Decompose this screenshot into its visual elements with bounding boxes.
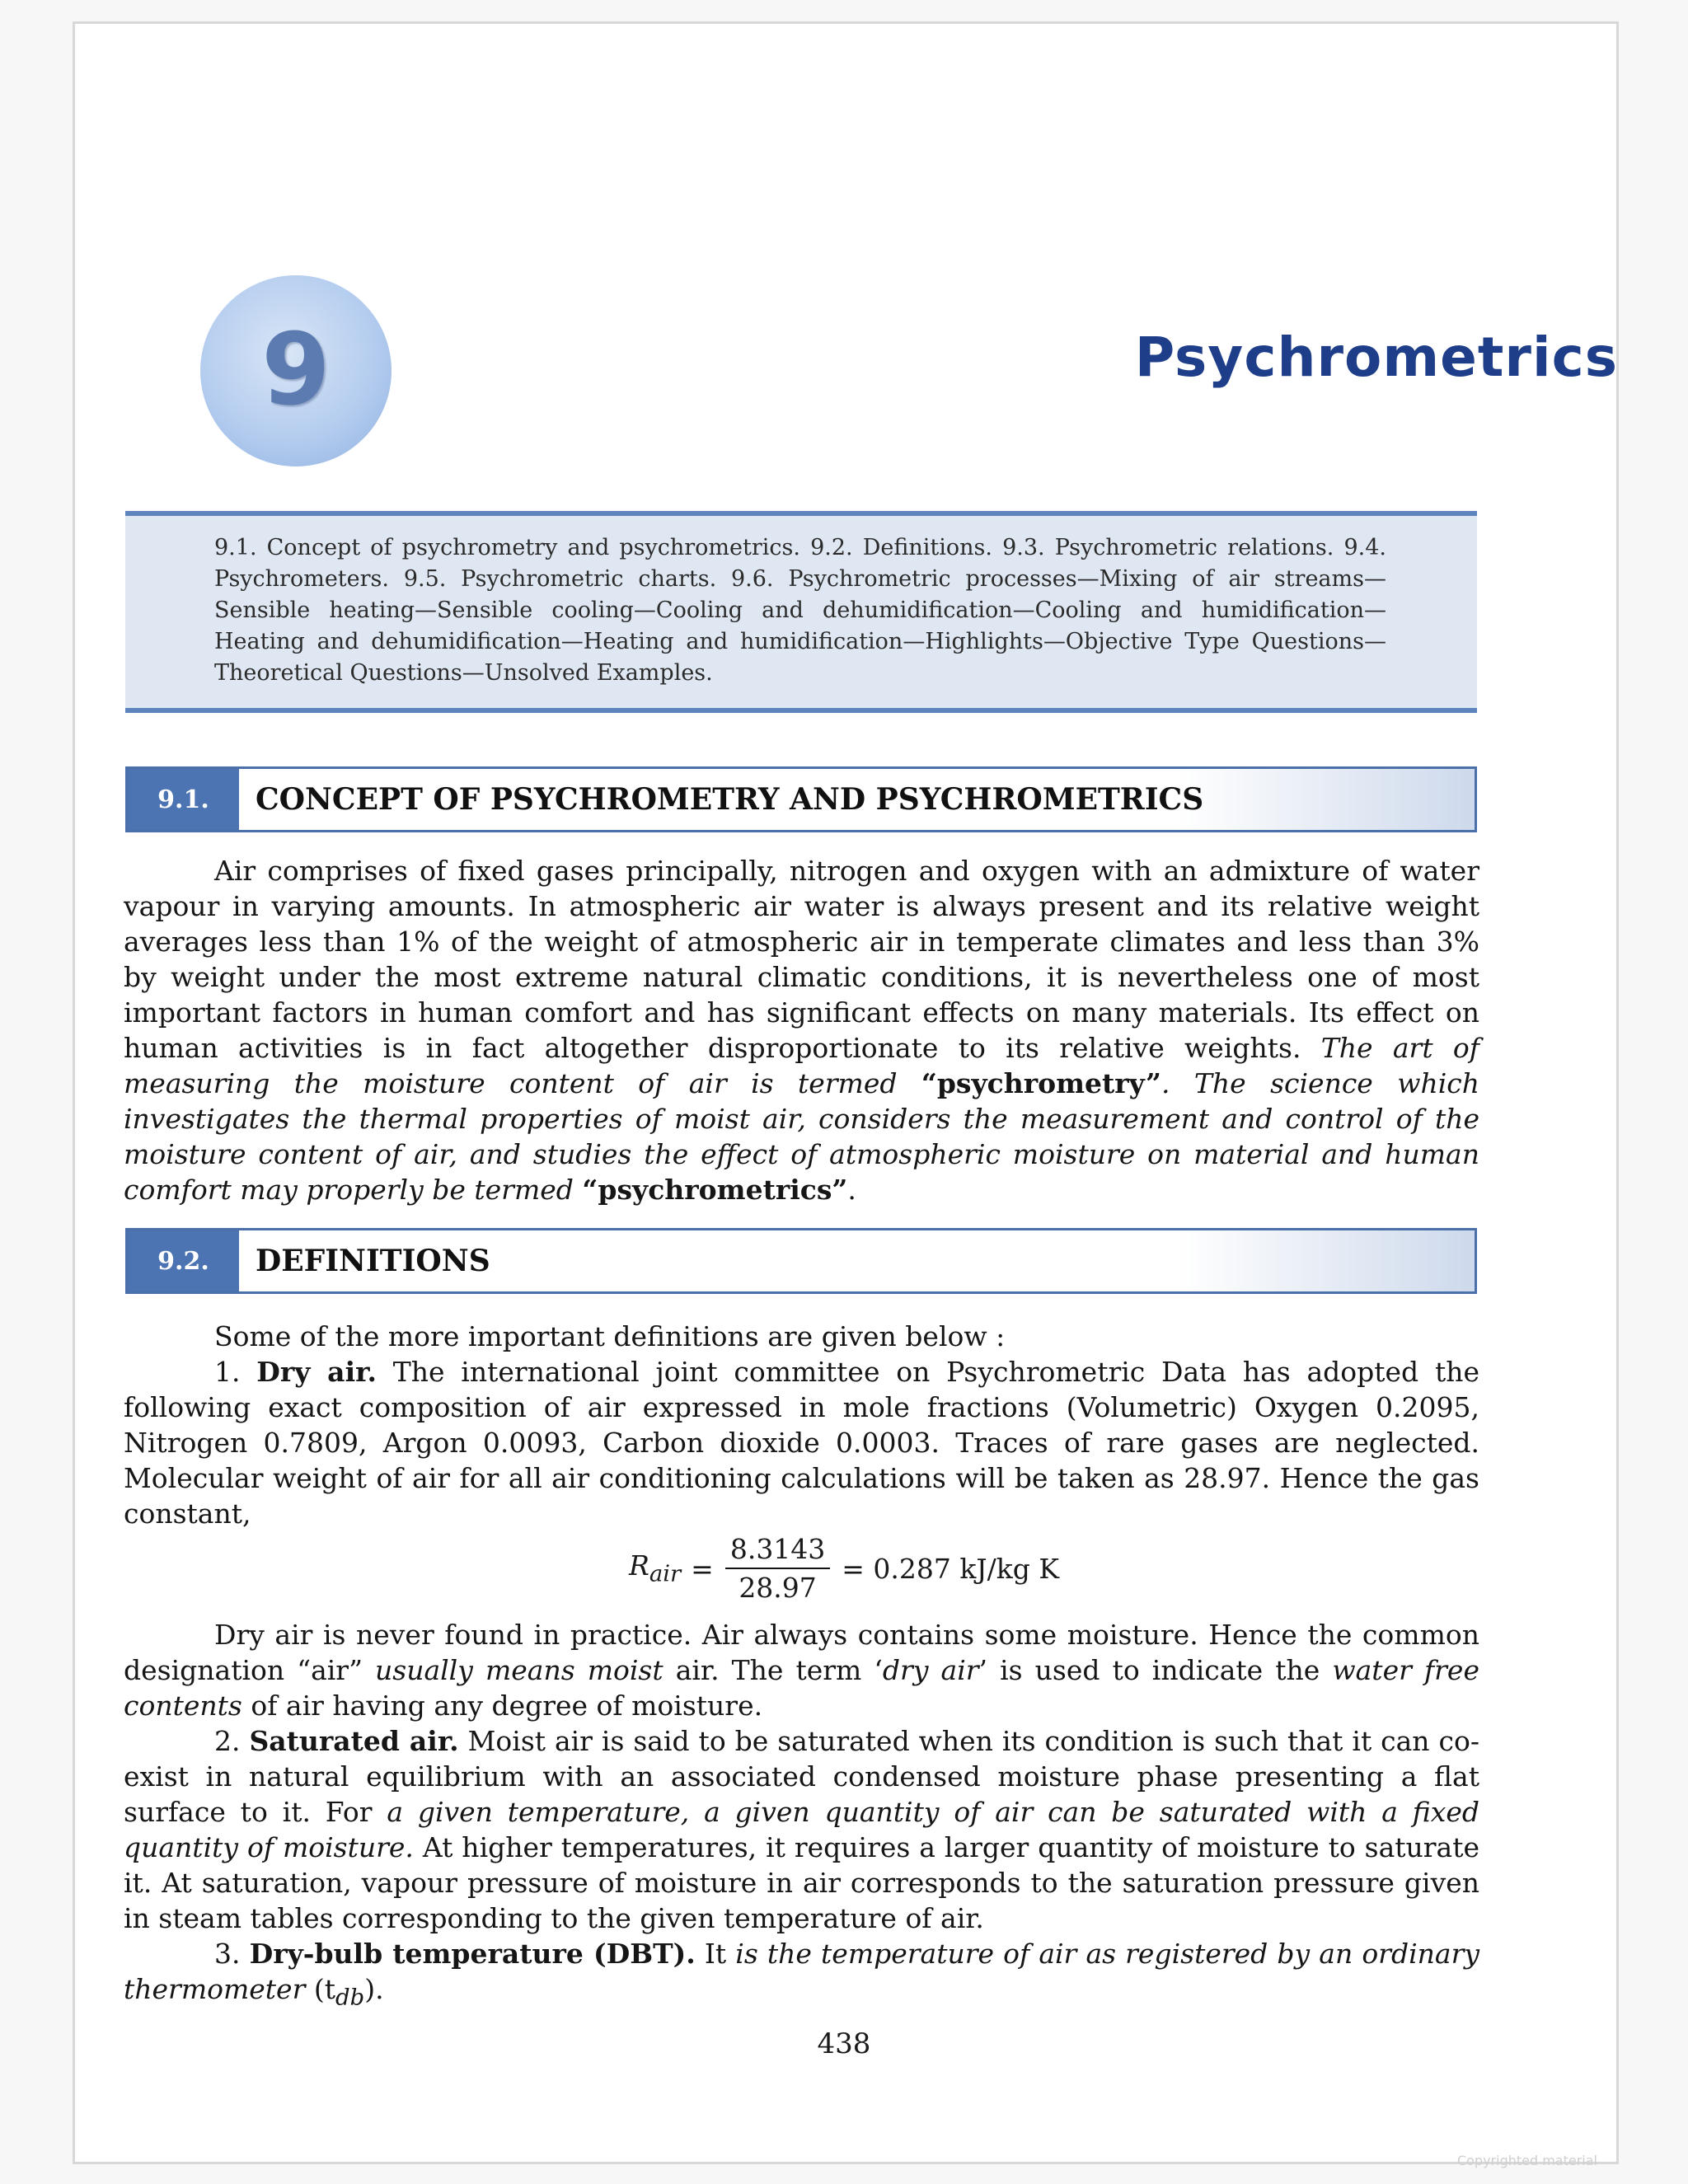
section-number: 9.2. <box>128 1230 239 1291</box>
definition-dry-bulb-temperature <box>124 1936 1479 2016</box>
section-header-9-1 <box>125 766 1477 832</box>
section-number: 9.1. <box>128 769 239 830</box>
chapter-contents-box <box>125 511 1477 713</box>
definition-dry-air <box>124 1354 1479 1531</box>
chapter-number-badge <box>200 275 392 466</box>
gas-constant-formula <box>0 1533 1688 1604</box>
formula-lhs <box>629 1549 681 1587</box>
page-number: 438 <box>817 2027 871 2060</box>
item-number: 1. <box>214 1356 257 1388</box>
text-span: At higher temperatures, it requires a larger quantity of moisture to saturate it. At saturation, vapour pressure of moisture in air corresponds to the saturation pressure given in steam tables corresponding to the given temperature of air. <box>124 1831 1480 1934</box>
section-9-2-body-top <box>124 1319 1479 1531</box>
paragraph-dry-air-note <box>124 1617 1479 1723</box>
text-span: Dry air is never found in practice. Air always contains some moisture. Hence the common designation “air” <box>124 1619 1479 1686</box>
bold-term: “psychrometrics” <box>582 1174 848 1206</box>
bold-term: Dry-bulb temperature (DBT). <box>249 1938 696 1970</box>
bold-term: “psychrometry” <box>921 1067 1162 1099</box>
text-span: of air having any degree of moisture. <box>241 1690 763 1722</box>
formula-fraction <box>725 1533 830 1604</box>
section-title: CONCEPT OF PSYCHROMETRY AND PSYCHROMETRICS <box>256 782 1204 817</box>
formula-subscript: air <box>649 1560 682 1587</box>
italic-text: water free contents <box>124 1654 1479 1722</box>
bold-term: Dry air. <box>256 1356 377 1388</box>
subscript: db <box>335 1984 365 2011</box>
text-span: . <box>847 1174 856 1206</box>
chapter-number: 9 <box>261 313 331 428</box>
bold-term: Saturated air. <box>249 1725 459 1757</box>
italic-text: is the temperature of air as registered by an ordinary thermometer <box>124 1938 1479 2005</box>
text-span: Air comprises of fixed gases principally, nitrogen and oxygen with an admixture of water vapour in varying amounts. In atmospheric air water is always present and its relative weight averages less than 1% of the weight of atmospheric air in temperate climates and less than 3% by weight under the most extreme natural climatic conditions, it is nevertheless one of most important factors in human comfort and has significant effects on many materials. Its effect on human activities is in fact altogether disproportionate to its relative weights. <box>124 855 1479 1064</box>
formula-numerator: 8.3143 <box>725 1533 830 1569</box>
text-span: ’ is used to indicate the <box>978 1654 1333 1686</box>
formula-rhs: = 0.287 kJ/kg K <box>842 1552 1060 1585</box>
italic-text: a given temperature, a given quantity of air can be saturated with a fixed quantity of moisture. <box>124 1796 1479 1863</box>
text-span: Moist air is said to be saturated when its condition is such that it can co-exist in natural equilibrium with an associated condensed moisture phase presenting a flat surface to it. For <box>124 1725 1479 1828</box>
formula-denominator: 28.97 <box>738 1572 817 1604</box>
copyright-watermark: Copyrighted material <box>1456 2153 1597 2168</box>
text-span: It <box>695 1938 736 1970</box>
definitions-intro: Some of the more important definitions are given below : <box>214 1320 1006 1352</box>
section-title: DEFINITIONS <box>256 1244 490 1278</box>
italic-text: usually means moist <box>375 1654 663 1686</box>
section-9-2-body-bottom <box>124 1617 1479 2016</box>
italic-text: . The science which investigates the thermal properties of moist air, considers the measurement and control of the moisture content of air, and studies the effect of atmospheric moisture on material and human comfort may properly be termed <box>124 1067 1479 1206</box>
italic-text: The art of measuring the moisture content of air is termed <box>124 1032 1479 1099</box>
chapter-contents-text: 9.1. Concept of psychrometry and psychrometrics. 9.2. Definitions. 9.3. Psychrometric relations. 9.4. Psychrometers. 9.5. Psychrometric charts. 9.6. Psychrometric processes—Mixing of air streams—Sensible heating—Sensible cooling—Cooling and dehumidification—Cooling and humidification—Heating and dehumidification—Heating and humidification—Highlights—Objective Type Questions—Theoretical Questions—Unsolved Examples. <box>214 535 1386 686</box>
section-header-9-2 <box>125 1228 1477 1294</box>
text-span: air. The term ‘ <box>663 1654 883 1686</box>
section-9-1-body <box>124 853 1479 1207</box>
text-span: The international joint committee on Psychrometric Data has adopted the following exact composition of air expressed in mole fractions (Volumetric) Oxygen 0.2095, Nitrogen 0.7809, Argon 0.0093, Carbon dioxide 0.0003. Traces of rare gases are neglected. Molecular weight of air for all air conditioning calculations will be taken as 28.97. Hence the gas constant, <box>124 1356 1479 1530</box>
chapter-title: Psychrometrics <box>1134 326 1618 389</box>
definition-saturated-air <box>124 1723 1479 1936</box>
paragraph <box>124 853 1479 1207</box>
item-number: 3. <box>214 1938 250 1970</box>
text-span: ). <box>364 1973 384 2005</box>
formula-equals: = <box>691 1552 714 1585</box>
item-number: 2. <box>214 1725 250 1757</box>
formula-symbol: R <box>628 1549 649 1582</box>
text-span: (t <box>305 1973 336 2005</box>
italic-text: dry air <box>882 1654 979 1686</box>
